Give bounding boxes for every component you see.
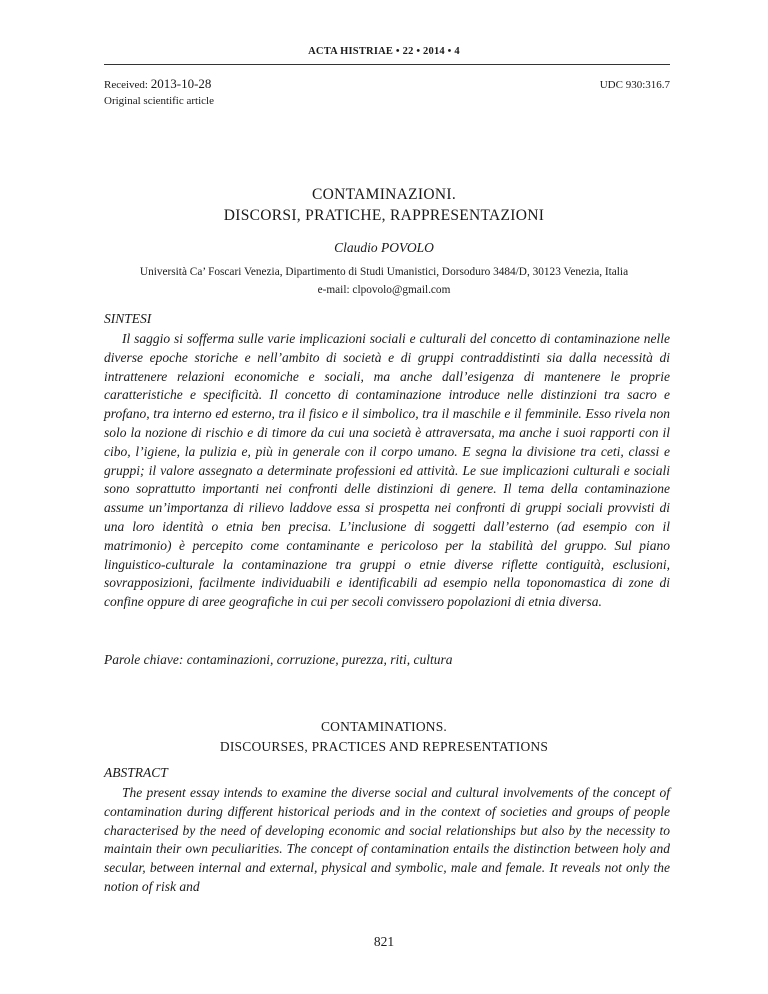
journal-header: ACTA HISTRIAE • 22 • 2014 • 4 (308, 46, 460, 57)
title-italian (0, 184, 768, 226)
title-english (0, 717, 768, 757)
author-name: Claudio POVOLO (334, 240, 434, 255)
title-english-line2: DISCOURSES, PRACTICES AND REPRESENTATIONS (219, 739, 549, 754)
title-english-line1: CONTAMINATIONS. (320, 719, 448, 734)
abstract-text: The present essay intends to examine the diverse social and cultural involvements of the concept of contamination during different historical periods and in the context of societies and groups of people characterised by the need of developing economic and social relationships but also by the necessity to maintain their own peculiarities. The concept of contamination entails the distinction between holy and secular, between internal and external, physical and symbolic, male and female. It reveals not only the notion of risk and (104, 785, 670, 894)
author-affiliation-block (0, 263, 768, 299)
received-line (104, 76, 211, 93)
sintesi-heading: SINTESI (104, 311, 152, 326)
keywords: Parole chiave: contaminazioni, corruzione, purezza, riti, cultura (104, 652, 453, 667)
received-date: 2013-10-28 (150, 76, 212, 91)
sintesi-text: Il saggio si sofferma sulle varie implicazioni sociali e culturali del concetto di contaminazione nelle diverse epoche storiche e nell’ambito di società e di gruppi contraddistinti sia dalla necessità di intrattenere relazioni economiche e sociali, ma anche dall’esigenza di mantenere le proprie caratteristiche e specificità. Il concetto di contaminazione introduce nelle distinzioni tra sacro e profano, tra interno ed esterno, tra il fisico e il simbolico, tra il maschile e il femminile. Esso rivela non solo la nozione di rischio e di timore da cui una società è attraversata, ma anche i suoi rapporti con il cibo, l’igiene, la pulizia e, più in generale con il corpo umano. E segna la divisione tra ceti, classi e gruppi; il valore assegnato a determinate professioni ed attività. Le sue implicazioni culturali e sociali sono soprattutto importanti nei confronti delle distinzioni di genere. Il tema della contaminazione assume un’importanza di rilievo laddove essa si prospetta nei confronti di gruppi sociali provvisti di una loro identità o etnia ben precisa. L’inclusione di soggetti dall’esterno (ad esempio con il matrimonio) è percepito come contaminante e pericoloso per la stabilità del gruppo. Sul piano linguistico-culturale la contaminazione tra gruppi o etnie diverse riflette contiguità, esclusioni, sovrapposizioni, facilmente individuabili e identificabili ad esempio nella toponomastica di zone di confine oppure di aree geografiche in cui per secoli convissero popolazioni di etnia diversa. (104, 331, 670, 610)
udc-code: UDC 930:316.7 (599, 79, 670, 91)
title-italian-line2: DISCORSI, PRATICHE, RAPPRESENTAZIONI (223, 207, 545, 224)
author-affiliation: Università Ca’ Foscari Venezia, Dipartimento di Studi Umanistici, Dorsoduro 3484/D, 30123 Venezia, Italia (139, 266, 629, 278)
abstract-heading: ABSTRACT (104, 765, 168, 780)
article-type: Original scientific article (104, 95, 214, 107)
title-italian-line1: CONTAMINAZIONI. (311, 186, 457, 203)
header-rule (104, 64, 670, 65)
author-email: e-mail: clpovolo@gmail.com (317, 284, 451, 296)
received-label: Received: (104, 79, 148, 91)
page-number: 821 (373, 934, 395, 949)
